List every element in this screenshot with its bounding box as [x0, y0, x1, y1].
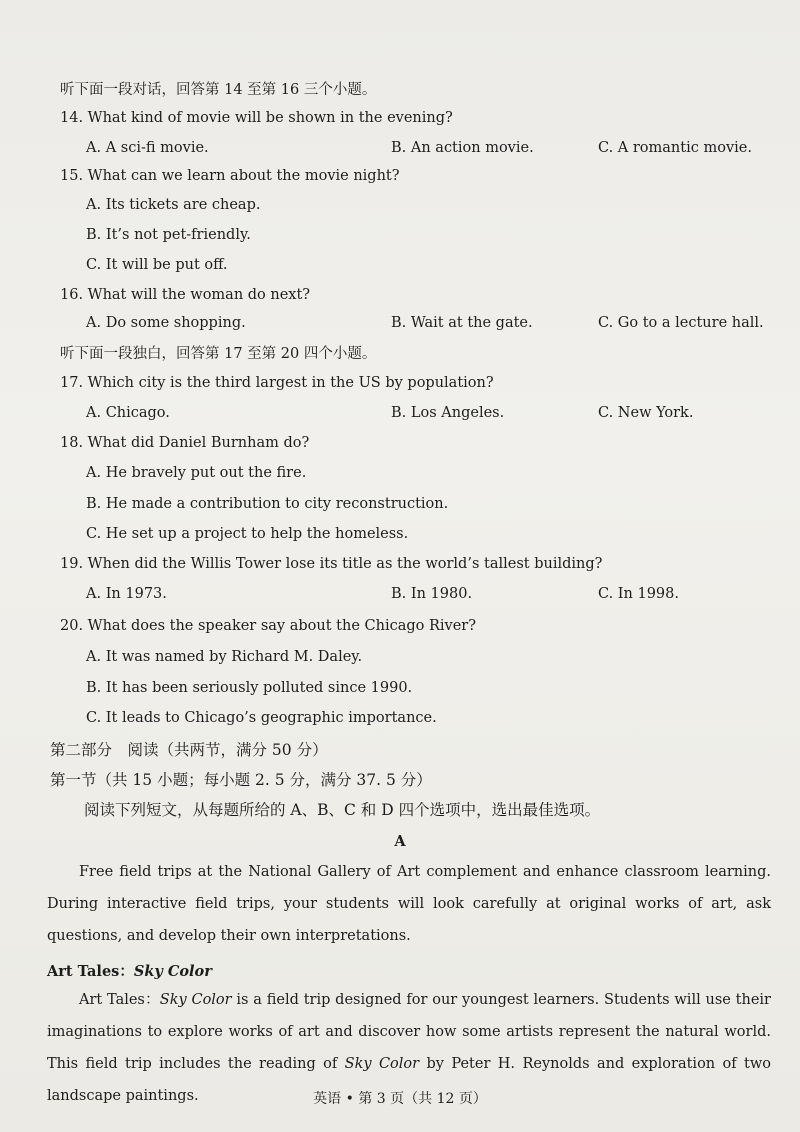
question-18-option-b: B. He made a contribution to city reconstruction.: [86, 496, 449, 512]
reading-instruction: 阅读下列短文，从每题所给的 A、B、C 和 D 四个选项中，选出最佳选项。: [84, 801, 601, 819]
page-footer: 英语 • 第 3 页（共 12 页）: [313, 1091, 487, 1107]
question-18-option-c: C. He set up a project to help the homeless.: [86, 526, 409, 542]
question-20-option-c: C. It leads to Chicago’s geographic importance.: [86, 710, 437, 726]
question-20-option-b: B. It has been seriously polluted since 1990.: [86, 680, 413, 696]
question-14-options: [86, 138, 780, 158]
question-20-stem: 20. What does the speaker say about the Chicago River?: [60, 618, 477, 634]
question-14-stem: 14. What kind of movie will be shown in the evening?: [60, 110, 453, 126]
question-16-options: [86, 313, 780, 333]
question-17-option-a: A. Chicago.: [86, 405, 170, 421]
question-15-stem: 15. What can we learn about the movie night?: [60, 168, 400, 184]
question-17-option-b: B. Los Angeles.: [391, 405, 505, 421]
question-14-option-b: B. An action movie.: [391, 140, 534, 156]
question-16-option-b: B. Wait at the gate.: [391, 315, 533, 331]
question-16-option-c: C. Go to a lecture hall.: [598, 315, 764, 331]
listening-intro-14-16: 听下面一段对话，回答第 14 至第 16 三个小题。: [60, 82, 377, 98]
passage-paragraph-2-part-e: by Peter H. Reynolds and exploration of two landscape paintings.: [47, 1056, 771, 1104]
listening-intro-17-20: 听下面一段独白，回答第 17 至第 20 四个小题。: [60, 346, 377, 362]
reading-section-title: 第一节（共 15 小题；每小题 2. 5 分，满分 37. 5 分）: [50, 771, 432, 789]
question-18-stem: 18. What did Daniel Burnham do?: [60, 435, 310, 451]
question-15-option-c: C. It will be put off.: [86, 257, 228, 273]
passage-paragraph-2-book-title-2: Sky Color: [344, 1056, 420, 1072]
question-16-stem: 16. What will the woman do next?: [60, 287, 311, 303]
passage-label: A: [394, 833, 406, 850]
passage-heading: [47, 960, 212, 981]
question-18-option-a: A. He bravely put out the fire.: [86, 465, 307, 481]
question-20-option-a: A. It was named by Richard M. Daley.: [86, 649, 363, 665]
question-14-option-a: A. A sci-fi movie.: [86, 140, 209, 156]
question-17-stem: 17. Which city is the third largest in the US by population?: [60, 375, 494, 391]
question-19-option-b: B. In 1980.: [391, 586, 473, 602]
passage-heading-prefix: Art Tales：: [47, 963, 134, 980]
question-19-stem: 19. When did the Willis Tower lose its title as the world’s tallest building?: [60, 556, 603, 572]
passage-paragraph-1-text: Free field trips at the National Gallery of Art complement and enhance classroom learning. During interactive field trips, your students will look carefully at original works of art, ask questions, and develop their own interpretations.: [47, 864, 771, 944]
passage-paragraph-2-book-title: Sky Color: [159, 992, 232, 1008]
passage-paragraph-2-part-c: is a field trip designed for our youngest learners. Students will use their imaginations to explore works of art and discover how some artists represent the natural world. This field trip includes the reading of: [47, 992, 771, 1072]
question-17-option-c: C. New York.: [598, 405, 694, 421]
reading-part-title: 第二部分 阅读（共两节，满分 50 分）: [50, 741, 328, 759]
passage-heading-title: Sky Color: [133, 963, 212, 980]
question-15-option-b: B. It’s not pet-friendly.: [86, 227, 251, 243]
question-14-option-c: C. A romantic movie.: [598, 140, 752, 156]
question-17-options: [86, 403, 780, 423]
question-15-option-a: A. Its tickets are cheap.: [86, 197, 261, 213]
passage-paragraph-1: [47, 856, 771, 952]
question-19-option-a: A. In 1973.: [86, 586, 167, 602]
question-19-options: [86, 584, 780, 604]
passage-paragraph-2-part-a: Art Tales：: [79, 992, 160, 1008]
question-16-option-a: A. Do some shopping.: [86, 315, 246, 331]
question-19-option-c: C. In 1998.: [598, 586, 679, 602]
